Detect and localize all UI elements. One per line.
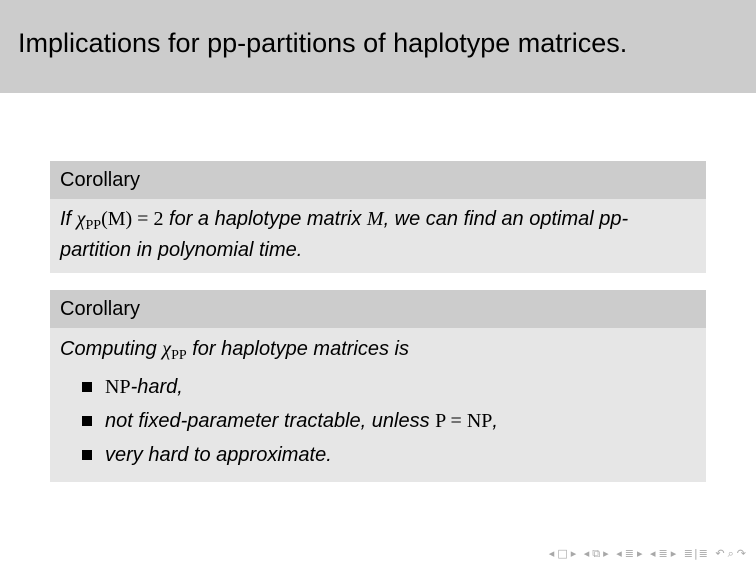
arrow-right-icon[interactable]: ▸ (670, 547, 678, 560)
block-heading: Corollary (50, 290, 706, 328)
arrow-left-icon[interactable]: ◂ (649, 547, 657, 560)
redo-icon[interactable]: ↷ (736, 547, 747, 560)
section-icon[interactable]: ≣ (624, 547, 635, 560)
bullet-square-icon (82, 450, 92, 460)
intro-line (60, 335, 696, 366)
arrow-left-icon[interactable]: ◂ (583, 547, 591, 560)
text: -hard, (130, 376, 183, 398)
text: for a haplotype matrix (163, 208, 367, 230)
chi-symbol: $\chi_{PP}$ (76, 208, 102, 233)
arrow-right-icon[interactable]: ▸ (570, 547, 578, 560)
text: , (492, 410, 498, 432)
text: very hard to approximate. (105, 444, 332, 466)
math-NP: NP (105, 376, 131, 398)
text: If (60, 208, 77, 230)
bullet-square-icon (82, 416, 92, 426)
list-item (60, 438, 696, 472)
undo-icon[interactable]: ↶ (715, 547, 726, 560)
chi-symbol: $\chi_{PP}$ (162, 338, 187, 363)
math-P-eq-NP: P = NP (435, 410, 493, 432)
slide-title: Implications for pp-partitions of haplotype matrices. (18, 28, 628, 58)
text: not fixed-parameter tractable, unless (105, 410, 436, 432)
block-body (50, 199, 706, 273)
list-item (60, 404, 696, 438)
bullet-list (60, 370, 696, 472)
search-icon[interactable]: ⌕ (727, 547, 735, 560)
text: , we can find an optimal pp-partition in polynomial time. (60, 208, 629, 261)
block-heading: Corollary (50, 161, 706, 199)
arrow-right-icon[interactable]: ▸ (636, 547, 644, 560)
math-args: (M) = 2 (101, 208, 164, 230)
corollary-block-1 (50, 161, 706, 273)
arrow-left-icon[interactable]: ◂ (548, 547, 556, 560)
section-icon[interactable]: ≣ (658, 547, 669, 560)
subsection-icon[interactable]: ⧉ (592, 547, 602, 560)
arrow-left-icon[interactable]: ◂ (616, 547, 623, 560)
text: for haplotype matrices is (186, 338, 409, 360)
title-bar (0, 0, 756, 93)
align-icon[interactable]: ≣|≣ (683, 547, 709, 560)
navigation-bar (548, 547, 748, 561)
text: Computing (60, 338, 163, 360)
corollary-block-2 (50, 290, 706, 482)
frame-icon[interactable]: □ (557, 547, 569, 560)
bullet-square-icon (82, 382, 92, 392)
block-body (50, 328, 706, 482)
arrow-right-icon[interactable]: ▸ (603, 547, 610, 560)
list-item (60, 370, 696, 404)
math-M: M (366, 208, 384, 230)
